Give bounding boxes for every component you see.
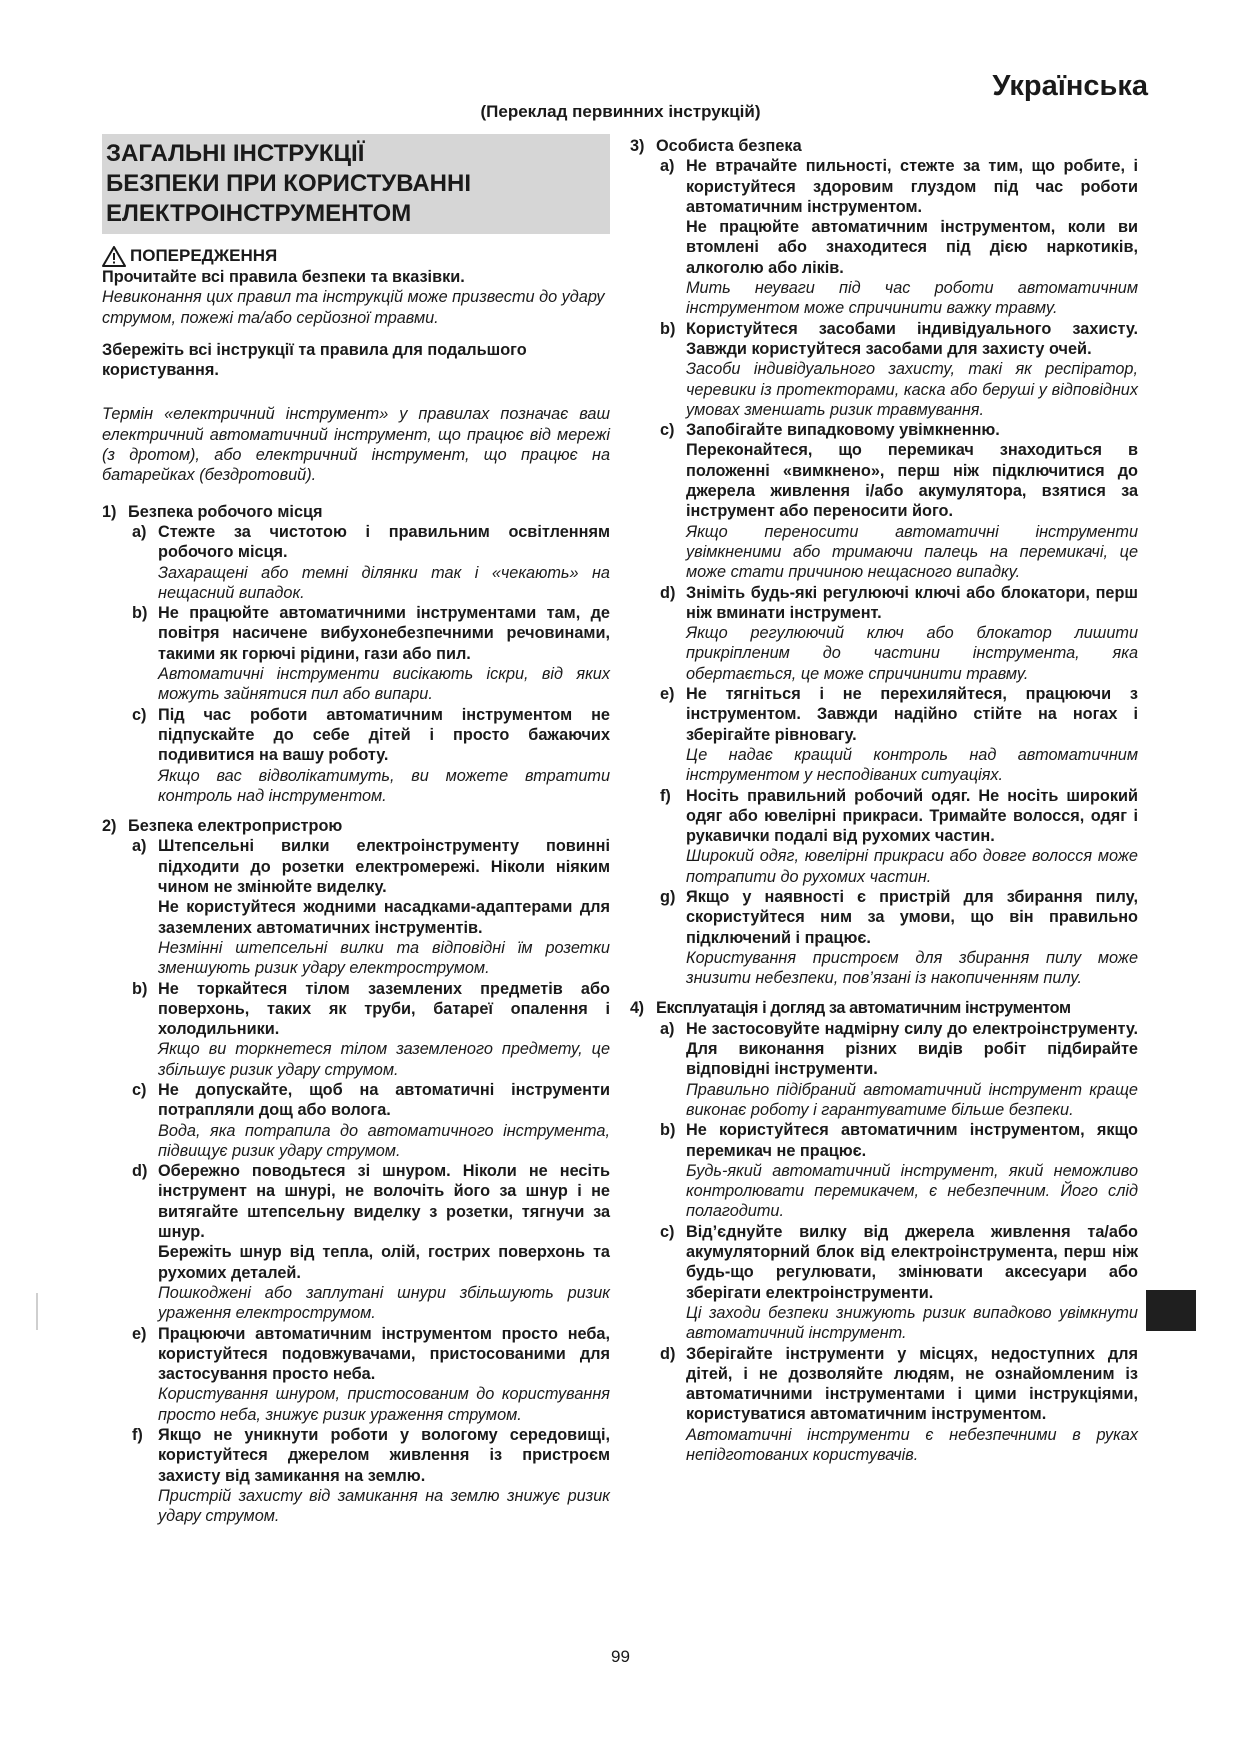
s3-item-b: b) Користуйтеся засобами індивідуального захисту. Завжди користуйтеся засобами для захисту очей. Засоби індивідуального захисту, такі як респіратор, черевики із протекторами, каска або беруші у відповідних умовах зменшать ризик травмування. <box>660 319 1138 419</box>
s4-item-c: c) Від’єднуйте вилку від джерела живлення та/або акумуляторний блок від електроінструмента, перш ніж будь-що регулювати, змінювати аксесуари або зберігати електроінструменти. Ці заходи безпеки знижують ризик випадково увімкнути автоматичний інструмент. <box>660 1222 1138 1343</box>
s1-item-a: a) Стежте за чистотою і правильним освітленням робочого місця. Захаращені або темні ділянки так і «чекають» на нещасний випадок. <box>132 522 610 602</box>
s3-item-a: a) Не втрачайте пильності, стежте за тим, що робите, і користуйтеся здоровим глуздом під час роботи автоматичним інструментом. Не працюйте автоматичним інструментом, коли ви втомлені або знаходитеся під дією наркотиків, алкоголю або ліків. Мить неуваги під час роботи автоматичним інструментом може спричинити важку травму. <box>660 157 1138 318</box>
title-line-2: БЕЗПЕКИ ПРИ КОРИСТУВАННІ <box>106 170 471 197</box>
s2-item-d: d) Обережно поводьтеся зі шнуром. Ніколи не несіть інструмент на шнурі, не волочіть його за шнур і не витягайте штепсельну виделку з розетки, тягнучи за шнур. Бережіть шнур від тепла, олій, гострих поверхонь та рухомих деталей. Пошкоджені або заплутані шнури збільшують ризик ураження електрострумом. <box>132 1162 610 1323</box>
left-column <box>102 134 610 1527</box>
page-title <box>106 139 606 229</box>
s2-item-c: c) Не допускайте, щоб на автоматичні інструменти потрапляли дощ або волога. Вода, яка потрапила до автоматичного інструмента, підвищує ризик удару струмом. <box>132 1080 610 1160</box>
s4-item-a: a) Не застосовуйте надмірну силу до електроінструменту. Для виконання різних видів робіт підбирайте відповідні інструменти. Правильно підібраний автоматичний інструмент краще виконає роботу і гарантуватиме більше безпеки. <box>660 1019 1138 1119</box>
right-column <box>630 132 1138 1465</box>
title-box <box>102 134 610 234</box>
s4-item-b: b) Не користуйтеся автоматичним інструментом, якщо перемикач не працює. Будь-який автоматичний інструмент, який неможливо контролювати перемикачем, є небезпечним. Його слід полагодити. <box>660 1121 1138 1221</box>
language-label: Українська <box>992 70 1148 102</box>
s2-item-e: e) Працюючи автоматичним інструментом просто неба, користуйтеся подовжувачами, пристосованими для застосування просто неба. Користування шнуром, пристосованим до користування просто неба, знижує ризик ураження струмом. <box>132 1324 610 1424</box>
title-line-3: ЕЛЕКТРОІНСТРУМЕНТОМ <box>106 200 412 227</box>
language-side-tab <box>1146 1290 1196 1331</box>
margin-bar <box>36 1293 38 1330</box>
section-4-title: 4) Експлуатація і догляд за автоматичним інструментом <box>630 999 1071 1018</box>
s2-item-f: f) Якщо не уникнути роботи у вологому середовищі, користуйтеся джерелом живлення із пристроєм захисту від замикання на землю. Пристрій захисту від замикання на землю знижує ризик удару струмом. <box>132 1426 610 1526</box>
title-line-1: ЗАГАЛЬНІ ІНСТРУКЦІЇ <box>106 140 365 167</box>
translation-subtitle: (Переклад первинних інструкцій) <box>480 102 761 121</box>
section-3-title: 3) Особиста безпека <box>630 137 802 155</box>
s4-item-d: d) Зберігайте інструменти у місцях, недоступних для дітей, і не дозволяйте людям, не ознайомленим із автоматичними інструментами і цими інструкціями, користуватися автоматичним інструментом. Автоматичні інструменти є небезпечними в руках непідготованих користувачів. <box>660 1344 1138 1464</box>
s3-item-c: c) Запобігайте випадковому увімкненню. Переконайтеся, що перемикач знаходиться в положенні «вимкнено», перш ніж підключитися до джерела живлення і/або акумулятора, взятися за інструмент або переносити його. Якщо переносити автоматичні інструменти увімкненими або тримаючи палець на перемикачі, це може стати причиною нещасного випадку. <box>660 421 1138 582</box>
s3-item-e: e) Не тягніться і не перехиляйтеся, працюючи з інструментом. Завжди надійно стійте на ногах і зберігайте рівновагу. Це надає кращий контроль над автоматичним інструментом у несподіваних ситуаціях. <box>660 685 1138 785</box>
section-2-title: 2) Безпека електропристрою <box>102 817 343 836</box>
s1-item-b: b) Не працюйте автоматичними інструментами там, де повітря насичене вибухонебезпечними речовинами, такими як горючі рідини, гази або пил. Автоматичні інструменти висікають іскри, від яких можуть зайнятися пил або випари. <box>132 604 610 704</box>
s3-item-f: f) Носіть правильний робочий одяг. Не носіть широкий одяг або ювелірні прикраси. Тримайте волосся, одяг і рукавички подалі від рухомих частин. Широкий одяг, ювелірні прикраси або довге волосся може потрапити до рухомих частин. <box>660 786 1138 886</box>
s1-item-c: c) Під час роботи автоматичним інструментом не підпускайте до себе дітей і просто бажаючих подивитися на вашу роботу. Якщо вас відволікатимуть, ви можете втратити контроль над інструментом. <box>132 705 610 805</box>
warning-italic: Невиконання цих правил та інструкцій може призвести до удару струмом, пожежі та/або серйозної травми. <box>102 288 605 327</box>
page-number: 99 <box>611 1647 630 1666</box>
warning-triangle-icon <box>102 246 126 267</box>
s3-item-g: g) Якщо у наявності є пристрій для збирання пилу, скористуйтеся ним за умови, що він правильно підключений і працює. Користування пристроєм для збирання пилу може знизити небезпеки, пов’язані із накопиченням пилу. <box>660 887 1138 988</box>
warning-bold: Прочитайте всі правила безпеки та вказівки. <box>102 268 465 286</box>
s2-item-b: b) Не торкайтеся тілом заземлених предметів або поверхонь, таких як труби, батареї опалення і холодильники. Якщо ви торкнетеся тілом заземленого предмету, це збільшує ризик удару струмом. <box>132 979 610 1079</box>
s3-item-d: d) Зніміть будь-які регулюючі ключі або блокатори, перш ніж вминати інструмент. Якщо регулюючий ключ або блокатор лишити прикріпленим до частини інструмента, яка обертається, це може спричинити травму. <box>660 583 1138 683</box>
warning-heading <box>102 246 610 267</box>
s2-item-a: a) Штепсельні вилки електроінструменту повинні підходити до розетки електромережі. Ніколи ніяким чином не змінюйте виделку. Не користуйтеся жодними насадками-адаптерами для заземлених автоматичних інструментів. Незмінні штепсельні вилки та відповідні їм розетки зменшують ризик удару електрострумом. <box>132 837 610 978</box>
section-1-title: 1) Безпека робочого місця <box>102 502 323 521</box>
keep-instructions: Збережіть всі інструкції та правила для подальшого користування. <box>102 340 527 380</box>
term-definition: Термін «електричний інструмент» у правилах позначає ваш електричний автоматичний інструмент, що працює від мережі (з дротом), або електричний інструмент, що працює на батарейках (бездротовий). <box>102 405 610 485</box>
warning-label: ПОПЕРЕДЖЕННЯ <box>130 246 278 266</box>
